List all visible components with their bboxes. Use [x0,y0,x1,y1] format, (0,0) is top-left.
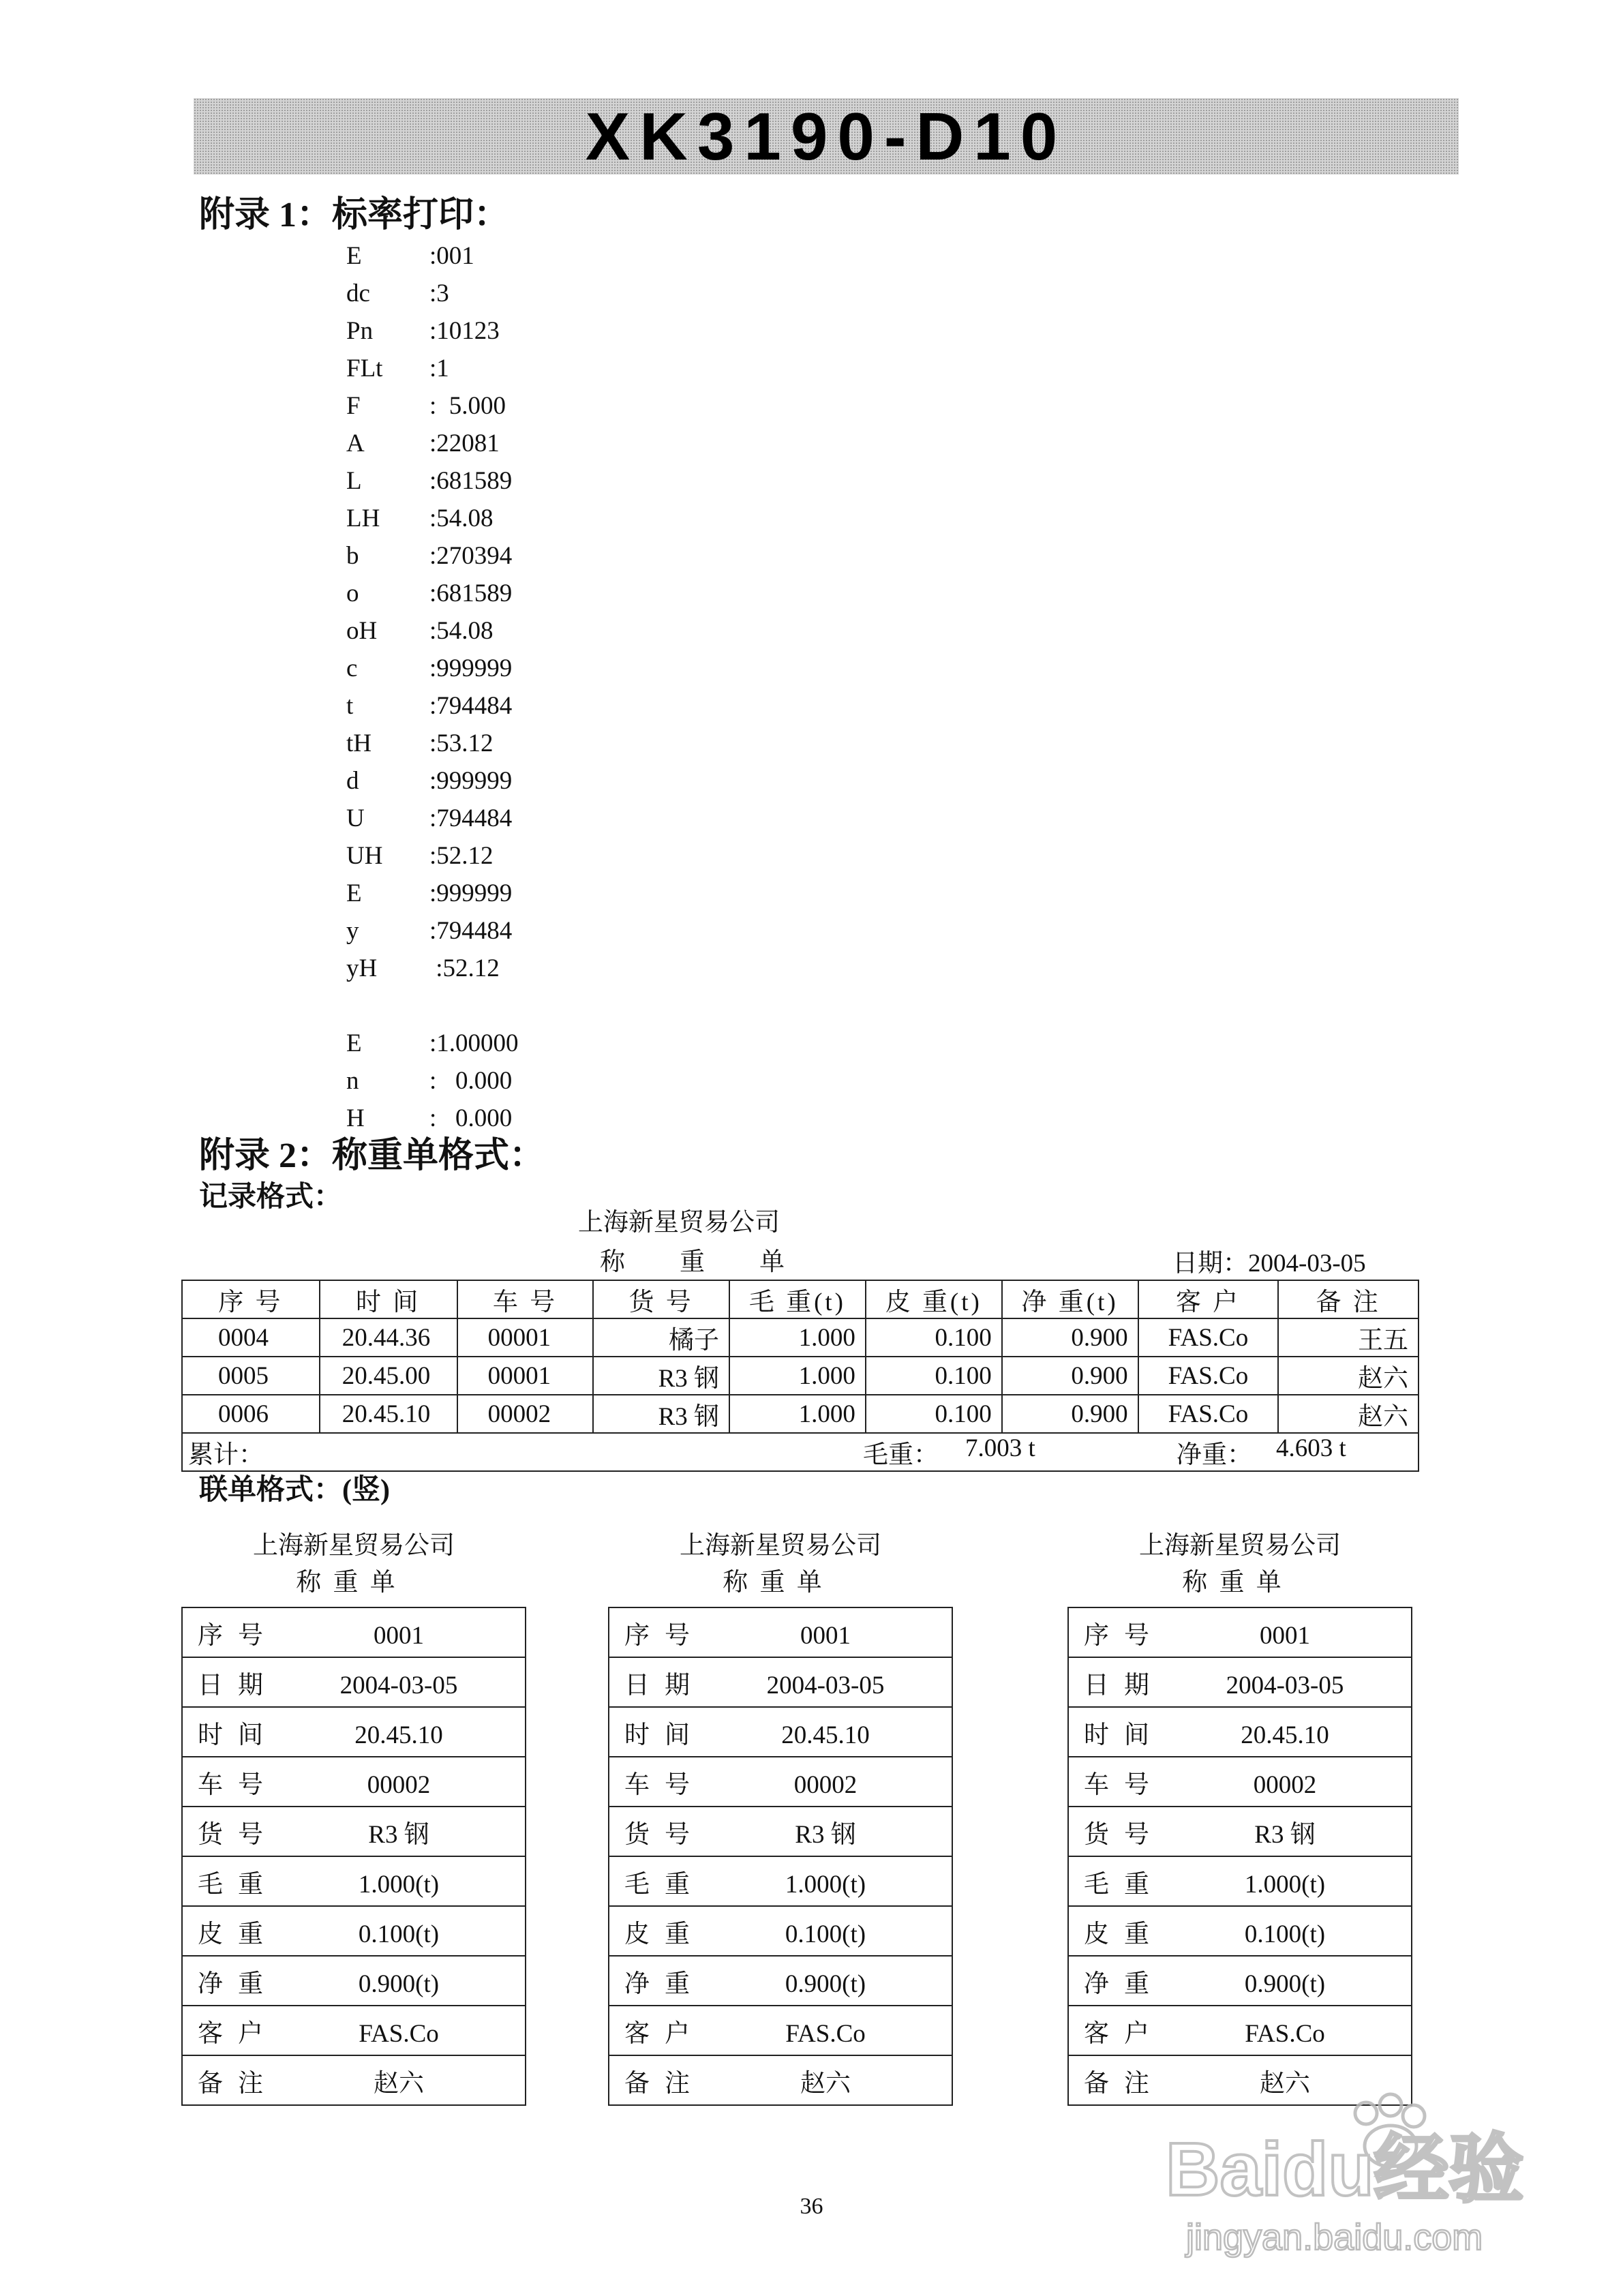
column-header: 客 户 [1138,1280,1279,1318]
param-row [346,575,519,612]
param-value: :52.12 [429,954,500,982]
card-field-value: FAS.Co [1245,2019,1325,2048]
param-key: c [346,654,358,682]
param-row [346,762,519,800]
card-field-value: FAS.Co [359,2019,439,2048]
card-field-label: 时间 [624,1721,705,1749]
card-field-label: 车号 [198,1770,278,1799]
column-header: 备 注 [1278,1280,1419,1318]
column-header: 车 号 [457,1280,594,1318]
param-value: : 0.000 [429,1104,513,1132]
card-row [1068,1657,1412,1707]
multi-format-label: 联单格式：(竖) [199,1475,390,1506]
card-field-value: 00002 [1253,1770,1317,1799]
card-row [182,2006,526,2055]
card-field-label: 毛重 [1084,1870,1164,1899]
table-cell: 20.44.36 [320,1318,457,1357]
param-value: : 0.000 [429,1067,513,1095]
card-company: 上海新星贸易公司 [253,1532,455,1560]
param-value: :52.12 [429,842,494,870]
card-title: 称 重 单 [723,1569,825,1597]
company-name: 上海新星贸易公司 [578,1209,780,1237]
watermark-url: jingyan.baidu.com [1186,2217,1483,2258]
appendix1-title: 附录 1：标率打印： [199,196,510,235]
card-field-value: 2004-03-05 [339,1671,458,1700]
card-field-value: 2004-03-05 [1226,1671,1344,1700]
param-row [346,312,519,350]
param-row [346,1062,519,1100]
param-row [346,537,519,575]
ticket-title: 称 重 单 [600,1248,786,1276]
card-row [1068,1607,1412,1657]
table-cell: 00001 [457,1357,594,1395]
card-field-value: 0001 [800,1621,851,1650]
card-field-label: 备注 [624,2069,705,2098]
param-row [346,275,519,312]
card-field-label: 净重 [1084,1969,1164,1998]
card-row [609,1657,952,1707]
card-field-value: 1.000(t) [785,1870,866,1899]
card-field-value: 赵六 [800,2069,851,2098]
card-field-label: 客户 [1084,2019,1164,2048]
card-row [1068,2006,1412,2055]
gross-label: 毛重： [863,1441,939,1469]
card-field-value: 00002 [367,1770,431,1799]
summary-label: 累计： [188,1441,264,1469]
card-row [182,1906,526,1956]
record-table [181,1280,1419,1472]
card-field-label: 车号 [624,1770,705,1799]
table-cell: 赵六 [1278,1395,1419,1433]
net-value: 4.603 t [1276,1434,1346,1462]
card-field-label: 货号 [1084,1820,1164,1849]
card-field-label: 货号 [624,1820,705,1849]
card-field-value: 2004-03-05 [766,1671,885,1700]
card-field-label: 时间 [1084,1721,1164,1749]
param-key: Pn [346,317,374,345]
card-field-value: FAS.Co [785,2019,866,2048]
card-field-value: 赵六 [1260,2069,1310,2098]
card-field-label: 毛重 [198,1870,278,1899]
param-key: F [346,392,361,420]
card-field-label: 皮重 [198,1920,278,1948]
param-key: E [346,242,362,270]
weigh-ticket-card [181,1607,526,2106]
param-key: A [346,429,365,457]
card-row [1068,1807,1412,1856]
table-header-row [182,1280,1419,1318]
param-key: U [346,804,365,832]
table-cell: 0.900 [1002,1318,1138,1357]
param-value: :999999 [429,879,513,907]
card-row [182,2055,526,2105]
param-value: :001 [429,242,474,270]
card-row [609,1807,952,1856]
card-field-label: 货号 [198,1820,278,1849]
param-row [346,500,519,537]
param-value: :999999 [429,654,513,682]
param-value: :54.08 [429,504,494,532]
gross-value: 7.003 t [965,1434,1035,1462]
weigh-ticket-card [608,1607,953,2106]
param-row [346,387,519,425]
param-key: UH [346,842,383,870]
param-key: oH [346,617,378,645]
column-header: 时 间 [320,1280,457,1318]
card-field-value: 0.100(t) [785,1920,866,1948]
card-row [609,2006,952,2055]
param-value: :999999 [429,767,513,795]
card-field-value: R3 钢 [795,1820,856,1849]
param-key: LH [346,504,380,532]
card-field-label: 日期 [1084,1671,1164,1700]
param-row [346,950,519,987]
table-cell: 橘子 [593,1318,729,1357]
card-field-label: 客户 [198,2019,278,2048]
card-field-label: 备注 [198,2069,278,2098]
card-field-label: 客户 [624,2019,705,2048]
card-field-label: 日期 [624,1671,705,1700]
card-field-value: 0.900(t) [358,1969,440,1998]
card-row [182,1707,526,1757]
table-cell: 20.45.10 [320,1395,457,1433]
table-cell: FAS.Co [1138,1357,1279,1395]
card-company: 上海新星贸易公司 [680,1532,881,1560]
column-header: 皮 重(t) [866,1280,1002,1318]
column-header: 毛 重(t) [729,1280,866,1318]
param-row [346,237,519,275]
table-row [182,1357,1419,1395]
param-value: :1.00000 [429,1029,519,1057]
card-row [182,1956,526,2006]
card-row [609,1707,952,1757]
card-field-value: 0.100(t) [358,1920,440,1948]
param-value: :681589 [429,579,513,607]
card-field-label: 序号 [198,1621,278,1650]
net-label: 净重： [1177,1441,1252,1469]
table-cell: 0.100 [866,1357,1002,1395]
param-row [346,350,519,387]
column-header: 货 号 [593,1280,729,1318]
param-row [346,800,519,837]
card-field-value: R3 钢 [1254,1820,1316,1849]
param-row [346,687,519,725]
card-field-value: 1.000(t) [358,1870,440,1899]
card-row [609,2055,952,2105]
card-row [1068,1906,1412,1956]
card-field-value: 0.900(t) [1244,1969,1326,1998]
table-cell: 0.100 [866,1318,1002,1357]
table-cell: 赵六 [1278,1357,1419,1395]
param-value: :794484 [429,804,513,832]
watermark-brand: Baidu经验 [1166,2128,1524,2211]
param-row [346,837,519,875]
param-key: L [346,467,362,495]
date-line: 日期：2004-03-05 [1172,1250,1366,1278]
card-row [1068,1707,1412,1757]
param-value: : 5.000 [429,392,506,420]
card-field-label: 皮重 [1084,1920,1164,1948]
table-cell: R3 钢 [593,1357,729,1395]
table-cell: R3 钢 [593,1395,729,1433]
card-field-value: 20.45.10 [354,1721,443,1749]
card-field-value: 0.900(t) [785,1969,866,1998]
card-field-value: 00002 [793,1770,858,1799]
param-value: :54.08 [429,617,494,645]
param-key: o [346,579,359,607]
card-title: 称 重 单 [296,1569,398,1597]
param-key: d [346,767,359,795]
param-value: :270394 [429,542,513,570]
column-header: 序 号 [182,1280,320,1318]
card-field-value: 赵六 [374,2069,424,2098]
card-field-label: 备注 [1084,2069,1164,2098]
table-cell: 1.000 [729,1395,866,1433]
calibration-params [346,237,519,1137]
card-row [609,1956,952,2006]
document-title: XK3190-D10 [585,98,1067,174]
param-row [346,425,519,462]
card-field-label: 净重 [198,1969,278,1998]
param-key: yH [346,954,378,982]
card-row [609,1607,952,1657]
card-field-value: 20.45.10 [781,1721,870,1749]
card-field-label: 序号 [624,1621,705,1650]
table-cell: 0004 [182,1318,320,1357]
card-row [182,1657,526,1707]
param-value: :794484 [429,917,513,945]
card-field-label: 车号 [1084,1770,1164,1799]
param-key: tH [346,729,371,757]
card-row [182,1807,526,1856]
card-title: 称 重 单 [1182,1569,1284,1597]
card-row [1068,1856,1412,1906]
column-header: 净 重(t) [1002,1280,1138,1318]
param-row [346,650,519,687]
card-field-label: 毛重 [624,1870,705,1899]
card-field-label: 净重 [624,1969,705,1998]
card-row [1068,1956,1412,2006]
param-value: :10123 [429,317,500,345]
table-cell: 20.45.00 [320,1357,457,1395]
card-field-label: 时间 [198,1721,278,1749]
table-cell: FAS.Co [1138,1318,1279,1357]
param-value: :22081 [429,429,500,457]
table-cell: 王五 [1278,1318,1419,1357]
card-field-value: 0.100(t) [1244,1920,1326,1948]
card-row [609,1906,952,1956]
param-row [346,912,519,950]
param-key: E [346,1029,362,1057]
record-format-label: 记录格式： [199,1181,343,1213]
table-cell: 1.000 [729,1318,866,1357]
param-value: :53.12 [429,729,494,757]
table-cell: 0.100 [866,1395,1002,1433]
param-key: H [346,1104,365,1132]
weigh-ticket-card [1067,1607,1412,2106]
param-key: E [346,879,362,907]
card-row [609,1856,952,1906]
card-field-value: R3 钢 [368,1820,429,1849]
table-cell: 1.000 [729,1357,866,1395]
table-row [182,1395,1419,1433]
table-cell: 0006 [182,1395,320,1433]
card-row [1068,1757,1412,1807]
appendix2-title: 附录 2：称重单格式： [199,1136,545,1175]
table-cell: 00002 [457,1395,594,1433]
param-key: n [346,1067,359,1095]
param-row [346,875,519,912]
card-field-value: 20.45.10 [1241,1721,1329,1749]
card-field-value: 1.000(t) [1244,1870,1326,1899]
param-value: :1 [429,354,449,382]
param-key: t [346,692,354,720]
param-row [346,462,519,500]
table-cell: 0.900 [1002,1357,1138,1395]
param-row [346,1025,519,1062]
card-field-label: 日期 [198,1671,278,1700]
card-field-value: 0001 [1260,1621,1310,1650]
card-field-label: 皮重 [624,1920,705,1948]
card-field-label: 序号 [1084,1621,1164,1650]
card-row [182,1607,526,1657]
param-value: :3 [429,280,449,307]
param-row [346,612,519,650]
table-cell: 0.900 [1002,1395,1138,1433]
param-key: FLt [346,354,383,382]
card-row [609,1757,952,1807]
card-row [182,1856,526,1906]
param-key: dc [346,280,370,307]
page-number: 36 [800,2194,823,2219]
table-cell: 0005 [182,1357,320,1395]
card-field-value: 0001 [374,1621,424,1650]
baidu-watermark-logo [1159,2086,1541,2263]
card-row [182,1757,526,1807]
header-band [194,98,1459,175]
card-company: 上海新星贸易公司 [1139,1532,1341,1560]
param-value: :794484 [429,692,513,720]
param-key: y [346,917,359,945]
summary-row [182,1433,1419,1471]
param-key: b [346,542,359,570]
table-row [182,1318,1419,1357]
param-row [346,725,519,762]
table-cell: FAS.Co [1138,1395,1279,1433]
table-cell: 00001 [457,1318,594,1357]
param-value: :681589 [429,467,513,495]
